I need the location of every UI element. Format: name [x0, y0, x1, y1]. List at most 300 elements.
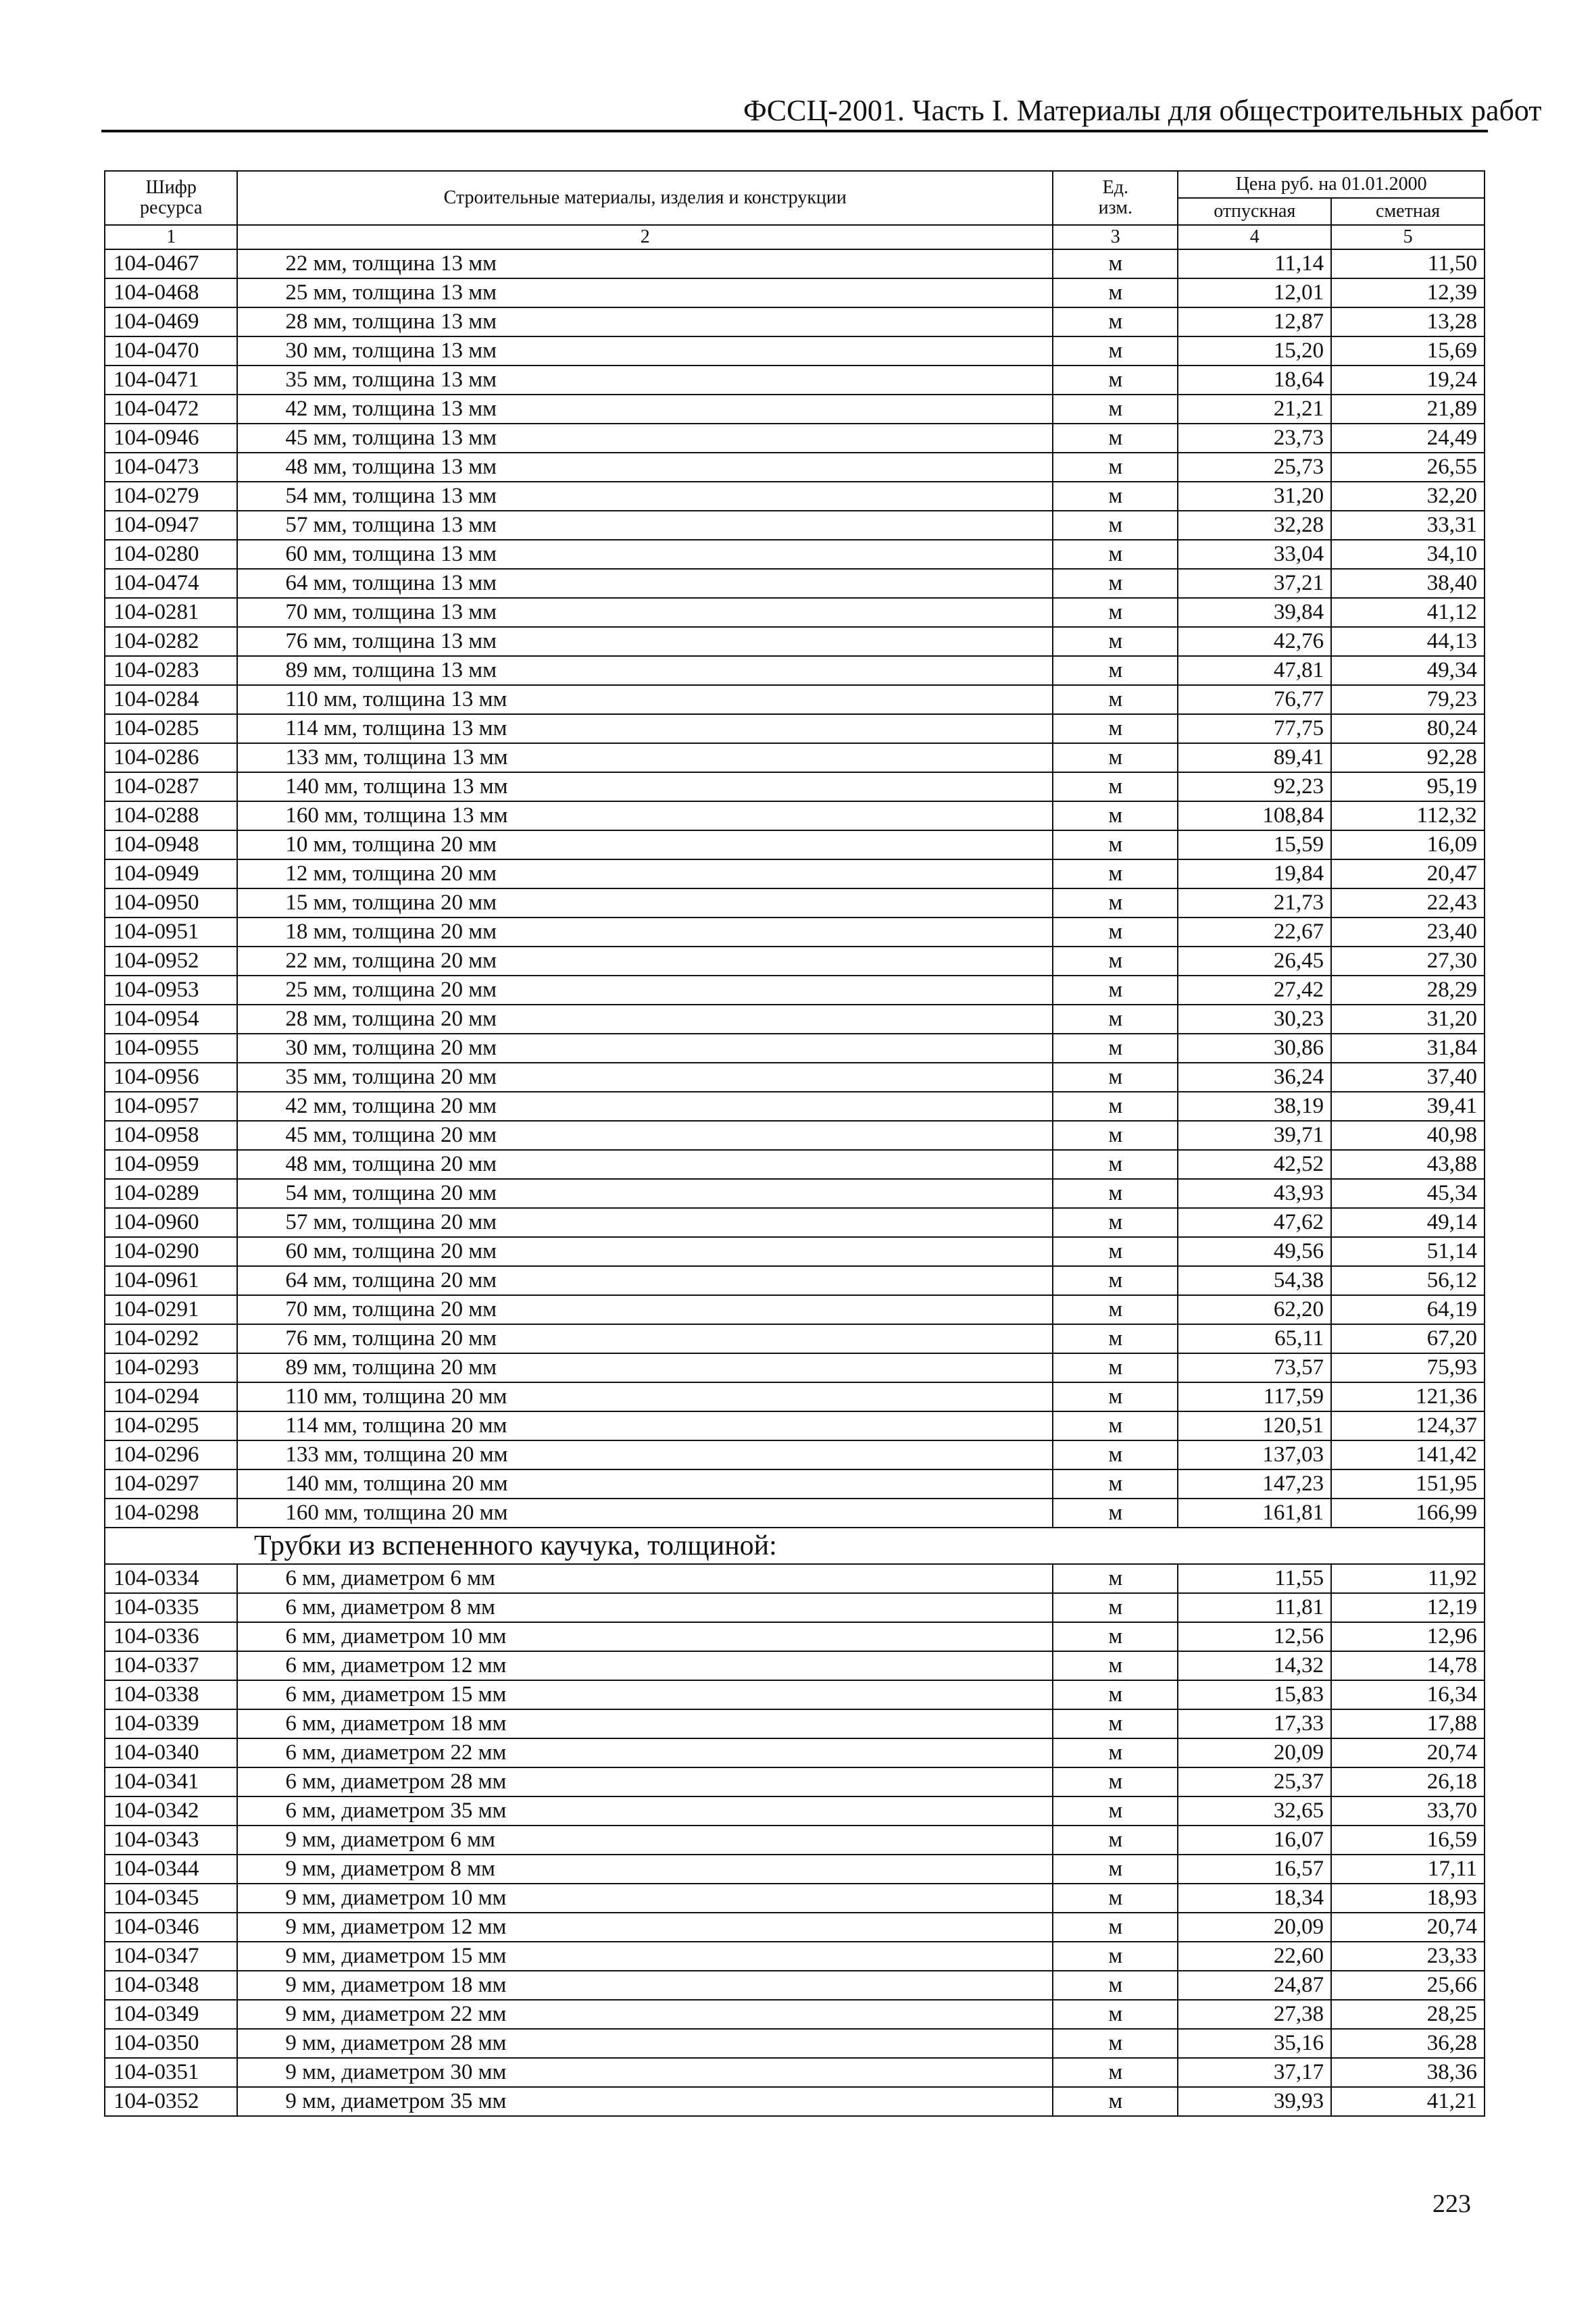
unit: м: [1053, 278, 1178, 307]
unit: м: [1053, 947, 1178, 976]
item-description: 22 мм, толщина 13 мм: [237, 249, 1053, 278]
unit: м: [1053, 1063, 1178, 1092]
item-description: 9 мм, диаметром 10 мм: [237, 1884, 1053, 1913]
price-release: 18,64: [1178, 366, 1331, 395]
resource-code: 104-0947: [105, 511, 237, 540]
item-description: 9 мм, диаметром 8 мм: [237, 1855, 1053, 1884]
unit: м: [1053, 772, 1178, 801]
page-header-title: ФССЦ-2001. Часть I. Материалы для общестроительных работ: [743, 94, 1542, 127]
unit: м: [1053, 2000, 1178, 2029]
item-description: 28 мм, толщина 13 мм: [237, 307, 1053, 336]
item-description: 25 мм, толщина 20 мм: [237, 976, 1053, 1005]
price-estimate: 40,98: [1331, 1121, 1485, 1150]
item-description: 76 мм, толщина 13 мм: [237, 627, 1053, 656]
table-row: [105, 1237, 1485, 1266]
item-description: 64 мм, толщина 20 мм: [237, 1266, 1053, 1295]
price-release: 11,55: [1178, 1564, 1331, 1593]
item-description: 9 мм, диаметром 22 мм: [237, 2000, 1053, 2029]
table-row: [105, 1121, 1485, 1150]
price-release: 37,17: [1178, 2058, 1331, 2087]
resource-code: 104-0297: [105, 1469, 237, 1499]
item-description: 114 мм, толщина 13 мм: [237, 714, 1053, 743]
price-estimate: 26,55: [1331, 453, 1485, 482]
item-description: 60 мм, толщина 13 мм: [237, 540, 1053, 569]
table-row: [105, 888, 1485, 917]
header-price-group: Цена руб. на 01.01.2000: [1178, 171, 1485, 198]
table-row: [105, 1353, 1485, 1382]
price-release: 11,14: [1178, 249, 1331, 278]
unit: м: [1053, 1208, 1178, 1237]
column-number-row: [105, 225, 1485, 249]
price-release: 92,23: [1178, 772, 1331, 801]
price-estimate: 37,40: [1331, 1063, 1485, 1092]
table-row: [105, 278, 1485, 307]
unit: м: [1053, 743, 1178, 772]
price-release: 30,86: [1178, 1034, 1331, 1063]
item-description: 10 мм, толщина 20 мм: [237, 830, 1053, 859]
table-row: [105, 1680, 1485, 1709]
price-estimate: 12,96: [1331, 1622, 1485, 1651]
price-release: 47,62: [1178, 1208, 1331, 1237]
unit: м: [1053, 1593, 1178, 1622]
price-estimate: 16,59: [1331, 1826, 1485, 1855]
price-release: 21,73: [1178, 888, 1331, 917]
price-estimate: 56,12: [1331, 1266, 1485, 1295]
item-description: 9 мм, диаметром 15 мм: [237, 1942, 1053, 1971]
item-description: 54 мм, толщина 20 мм: [237, 1179, 1053, 1208]
header-price-estimate: сметная: [1331, 198, 1485, 225]
unit: м: [1053, 1826, 1178, 1855]
price-estimate: 79,23: [1331, 685, 1485, 714]
unit: м: [1053, 859, 1178, 888]
table-row: [105, 395, 1485, 424]
price-estimate: 39,41: [1331, 1092, 1485, 1121]
resource-code: 104-0287: [105, 772, 237, 801]
resource-code: 104-0291: [105, 1295, 237, 1324]
price-release: 43,93: [1178, 1179, 1331, 1208]
resource-code: 104-0957: [105, 1092, 237, 1121]
resource-code: 104-0295: [105, 1411, 237, 1440]
resource-code: 104-0474: [105, 569, 237, 598]
price-release: 137,03: [1178, 1440, 1331, 1469]
unit: м: [1053, 1237, 1178, 1266]
unit: м: [1053, 1767, 1178, 1796]
price-release: 31,20: [1178, 482, 1331, 511]
item-description: 45 мм, толщина 20 мм: [237, 1121, 1053, 1150]
unit: м: [1053, 2058, 1178, 2087]
table-row: [105, 859, 1485, 888]
price-estimate: 20,74: [1331, 1913, 1485, 1942]
price-release: 16,07: [1178, 1826, 1331, 1855]
price-estimate: 31,20: [1331, 1005, 1485, 1034]
unit: м: [1053, 366, 1178, 395]
table-row: [105, 917, 1485, 947]
unit: м: [1053, 511, 1178, 540]
item-description: 89 мм, толщина 13 мм: [237, 656, 1053, 685]
item-description: 45 мм, толщина 13 мм: [237, 424, 1053, 453]
table-row: [105, 598, 1485, 627]
item-description: 9 мм, диаметром 12 мм: [237, 1913, 1053, 1942]
table-row: [105, 2000, 1485, 2029]
unit: м: [1053, 1651, 1178, 1680]
table-row: [105, 830, 1485, 859]
item-description: 110 мм, толщина 13 мм: [237, 685, 1053, 714]
table-row: [105, 1469, 1485, 1499]
resource-code: 104-0335: [105, 1593, 237, 1622]
unit: м: [1053, 1469, 1178, 1499]
price-release: 49,56: [1178, 1237, 1331, 1266]
table-row: [105, 1063, 1485, 1092]
item-description: 6 мм, диаметром 22 мм: [237, 1738, 1053, 1767]
price-estimate: 17,11: [1331, 1855, 1485, 1884]
price-estimate: 32,20: [1331, 482, 1485, 511]
price-release: 15,83: [1178, 1680, 1331, 1709]
price-estimate: 121,36: [1331, 1382, 1485, 1411]
price-release: 62,20: [1178, 1295, 1331, 1324]
table-row: [105, 366, 1485, 395]
table-row: [105, 1382, 1485, 1411]
page-number: 223: [1432, 2190, 1471, 2218]
item-description: 114 мм, толщина 20 мм: [237, 1411, 1053, 1440]
table-row: [105, 1411, 1485, 1440]
unit: м: [1053, 1353, 1178, 1382]
price-estimate: 49,34: [1331, 656, 1485, 685]
price-estimate: 23,33: [1331, 1942, 1485, 1971]
price-release: 65,11: [1178, 1324, 1331, 1353]
price-estimate: 67,20: [1331, 1324, 1485, 1353]
unit: м: [1053, 249, 1178, 278]
unit: м: [1053, 2029, 1178, 2058]
price-release: 147,23: [1178, 1469, 1331, 1499]
table-row: [105, 1266, 1485, 1295]
item-description: 133 мм, толщина 13 мм: [237, 743, 1053, 772]
table-row: [105, 1651, 1485, 1680]
unit: м: [1053, 307, 1178, 336]
resource-code: 104-0290: [105, 1237, 237, 1266]
unit: м: [1053, 482, 1178, 511]
table-row: [105, 1564, 1485, 1593]
price-release: 11,81: [1178, 1593, 1331, 1622]
price-estimate: 12,39: [1331, 278, 1485, 307]
table-row: [105, 336, 1485, 366]
table-row: [105, 685, 1485, 714]
table-row: [105, 1622, 1485, 1651]
resource-code: 104-0293: [105, 1353, 237, 1382]
unit: м: [1053, 1738, 1178, 1767]
table-row: [105, 1295, 1485, 1324]
item-description: 89 мм, толщина 20 мм: [237, 1353, 1053, 1382]
unit: м: [1053, 1971, 1178, 2000]
price-release: 25,73: [1178, 453, 1331, 482]
table-row: [105, 453, 1485, 482]
item-description: 110 мм, толщина 20 мм: [237, 1382, 1053, 1411]
price-estimate: 33,31: [1331, 511, 1485, 540]
unit: м: [1053, 1266, 1178, 1295]
unit: м: [1053, 1295, 1178, 1324]
column-number: 1: [105, 225, 237, 249]
table-row: [105, 2029, 1485, 2058]
item-description: 6 мм, диаметром 6 мм: [237, 1564, 1053, 1593]
price-release: 73,57: [1178, 1353, 1331, 1382]
column-number: 2: [237, 225, 1053, 249]
price-estimate: 15,69: [1331, 336, 1485, 366]
price-estimate: 18,93: [1331, 1884, 1485, 1913]
table-row: [105, 1709, 1485, 1738]
resource-code: 104-0959: [105, 1150, 237, 1179]
unit: м: [1053, 1913, 1178, 1942]
table-row: [105, 627, 1485, 656]
price-release: 20,09: [1178, 1913, 1331, 1942]
item-description: 140 мм, толщина 20 мм: [237, 1469, 1053, 1499]
price-estimate: 31,84: [1331, 1034, 1485, 1063]
price-release: 39,93: [1178, 2087, 1331, 2116]
price-release: 15,59: [1178, 830, 1331, 859]
unit: м: [1053, 1382, 1178, 1411]
unit: м: [1053, 336, 1178, 366]
table-row: [105, 1440, 1485, 1469]
column-number: 5: [1331, 225, 1485, 249]
resource-code: 104-0296: [105, 1440, 237, 1469]
price-release: 30,23: [1178, 1005, 1331, 1034]
price-estimate: 33,70: [1331, 1796, 1485, 1826]
price-table: [104, 170, 1485, 2117]
table-row: [105, 1767, 1485, 1796]
table-row: [105, 249, 1485, 278]
item-description: 6 мм, диаметром 12 мм: [237, 1651, 1053, 1680]
resource-code: 104-0961: [105, 1266, 237, 1295]
item-description: 9 мм, диаметром 30 мм: [237, 2058, 1053, 2087]
item-description: 76 мм, толщина 20 мм: [237, 1324, 1053, 1353]
resource-code: 104-0952: [105, 947, 237, 976]
header-unit: Ед. изм.: [1053, 171, 1178, 225]
resource-code: 104-0285: [105, 714, 237, 743]
price-estimate: 95,19: [1331, 772, 1485, 801]
item-description: 9 мм, диаметром 18 мм: [237, 1971, 1053, 2000]
item-description: 6 мм, диаметром 28 мм: [237, 1767, 1053, 1796]
item-description: 6 мм, диаметром 15 мм: [237, 1680, 1053, 1709]
price-release: 21,21: [1178, 395, 1331, 424]
resource-code: 104-0470: [105, 336, 237, 366]
price-estimate: 80,24: [1331, 714, 1485, 743]
price-estimate: 16,34: [1331, 1680, 1485, 1709]
unit: м: [1053, 2087, 1178, 2116]
price-release: 20,09: [1178, 1738, 1331, 1767]
price-estimate: 28,29: [1331, 976, 1485, 1005]
item-description: 42 мм, толщина 13 мм: [237, 395, 1053, 424]
price-release: 89,41: [1178, 743, 1331, 772]
price-estimate: 11,50: [1331, 249, 1485, 278]
price-estimate: 13,28: [1331, 307, 1485, 336]
price-release: 32,28: [1178, 511, 1331, 540]
unit: м: [1053, 598, 1178, 627]
resource-code: 104-0339: [105, 1709, 237, 1738]
price-release: 14,32: [1178, 1651, 1331, 1680]
price-estimate: 41,21: [1331, 2087, 1485, 2116]
resource-code: 104-0334: [105, 1564, 237, 1593]
price-release: 35,16: [1178, 2029, 1331, 2058]
price-estimate: 92,28: [1331, 743, 1485, 772]
item-description: 25 мм, толщина 13 мм: [237, 278, 1053, 307]
table-row: [105, 482, 1485, 511]
price-release: 120,51: [1178, 1411, 1331, 1440]
unit: м: [1053, 1411, 1178, 1440]
resource-code: 104-0951: [105, 917, 237, 947]
price-estimate: 11,92: [1331, 1564, 1485, 1593]
resource-code: 104-0352: [105, 2087, 237, 2116]
unit: м: [1053, 424, 1178, 453]
unit: м: [1053, 1855, 1178, 1884]
header-code: Шифр ресурса: [105, 171, 237, 225]
item-description: 9 мм, диаметром 35 мм: [237, 2087, 1053, 2116]
item-description: 15 мм, толщина 20 мм: [237, 888, 1053, 917]
price-estimate: 64,19: [1331, 1295, 1485, 1324]
resource-code: 104-0468: [105, 278, 237, 307]
unit: м: [1053, 395, 1178, 424]
price-release: 22,60: [1178, 1942, 1331, 1971]
unit: м: [1053, 1005, 1178, 1034]
price-estimate: 22,43: [1331, 888, 1485, 917]
price-estimate: 75,93: [1331, 1353, 1485, 1382]
table-row: [105, 1738, 1485, 1767]
table-row: [105, 1324, 1485, 1353]
table-row: [105, 511, 1485, 540]
table-row: [105, 1499, 1485, 1528]
price-estimate: 141,42: [1331, 1440, 1485, 1469]
resource-code: 104-0294: [105, 1382, 237, 1411]
resource-code: 104-0948: [105, 830, 237, 859]
table-row: [105, 1826, 1485, 1855]
item-description: 9 мм, диаметром 6 мм: [237, 1826, 1053, 1855]
item-description: 18 мм, толщина 20 мм: [237, 917, 1053, 947]
item-description: 160 мм, толщина 20 мм: [237, 1499, 1053, 1528]
resource-code: 104-0471: [105, 366, 237, 395]
price-estimate: 20,74: [1331, 1738, 1485, 1767]
resource-code: 104-0469: [105, 307, 237, 336]
section-heading-body: [105, 1528, 1485, 1564]
unit: м: [1053, 888, 1178, 917]
price-release: 27,38: [1178, 2000, 1331, 2029]
price-release: 161,81: [1178, 1499, 1331, 1528]
table-row: [105, 1796, 1485, 1826]
price-estimate: 38,36: [1331, 2058, 1485, 2087]
unit: м: [1053, 1034, 1178, 1063]
table-row: [105, 1005, 1485, 1034]
section-title: Трубки из вспененного каучука, толщиной:: [105, 1528, 1485, 1564]
resource-code: 104-0298: [105, 1499, 237, 1528]
unit: м: [1053, 830, 1178, 859]
price-estimate: 34,10: [1331, 540, 1485, 569]
table-row: [105, 1913, 1485, 1942]
item-description: 9 мм, диаметром 28 мм: [237, 2029, 1053, 2058]
table-row: [105, 976, 1485, 1005]
resource-code: 104-0279: [105, 482, 237, 511]
table-body-bottom: [105, 1564, 1485, 2116]
unit: м: [1053, 1942, 1178, 1971]
unit: м: [1053, 627, 1178, 656]
price-release: 18,34: [1178, 1884, 1331, 1913]
price-release: 12,56: [1178, 1622, 1331, 1651]
unit: м: [1053, 1092, 1178, 1121]
resource-code: 104-0472: [105, 395, 237, 424]
table-row: [105, 1942, 1485, 1971]
unit: м: [1053, 976, 1178, 1005]
unit: м: [1053, 1179, 1178, 1208]
resource-code: 104-0280: [105, 540, 237, 569]
price-release: 27,42: [1178, 976, 1331, 1005]
table-row: [105, 1971, 1485, 2000]
resource-code: 104-0336: [105, 1622, 237, 1651]
resource-code: 104-0473: [105, 453, 237, 482]
price-release: 42,76: [1178, 627, 1331, 656]
table-row: [105, 307, 1485, 336]
price-release: 77,75: [1178, 714, 1331, 743]
item-description: 48 мм, толщина 13 мм: [237, 453, 1053, 482]
table-row: [105, 947, 1485, 976]
price-release: 54,38: [1178, 1266, 1331, 1295]
unit: м: [1053, 714, 1178, 743]
resource-code: 104-0955: [105, 1034, 237, 1063]
resource-code: 104-0282: [105, 627, 237, 656]
price-release: 38,19: [1178, 1092, 1331, 1121]
price-release: 17,33: [1178, 1709, 1331, 1738]
price-release: 26,45: [1178, 947, 1331, 976]
price-release: 23,73: [1178, 424, 1331, 453]
unit: м: [1053, 1121, 1178, 1150]
item-description: 133 мм, толщина 20 мм: [237, 1440, 1053, 1469]
price-estimate: 43,88: [1331, 1150, 1485, 1179]
unit: м: [1053, 1680, 1178, 1709]
price-estimate: 26,18: [1331, 1767, 1485, 1796]
resource-code: 104-0960: [105, 1208, 237, 1237]
column-number: 3: [1053, 225, 1178, 249]
price-estimate: 19,24: [1331, 366, 1485, 395]
column-number: 4: [1178, 225, 1331, 249]
resource-code: 104-0344: [105, 1855, 237, 1884]
price-release: 76,77: [1178, 685, 1331, 714]
price-estimate: 23,40: [1331, 917, 1485, 947]
table-row: [105, 772, 1485, 801]
price-estimate: 27,30: [1331, 947, 1485, 976]
item-description: 22 мм, толщина 20 мм: [237, 947, 1053, 976]
item-description: 35 мм, толщина 20 мм: [237, 1063, 1053, 1092]
price-estimate: 17,88: [1331, 1709, 1485, 1738]
item-description: 60 мм, толщина 20 мм: [237, 1237, 1053, 1266]
price-estimate: 41,12: [1331, 598, 1485, 627]
table-row: [105, 1884, 1485, 1913]
unit: м: [1053, 453, 1178, 482]
price-estimate: 49,14: [1331, 1208, 1485, 1237]
price-release: 108,84: [1178, 801, 1331, 830]
resource-code: 104-0284: [105, 685, 237, 714]
resource-code: 104-0348: [105, 1971, 237, 2000]
item-description: 57 мм, толщина 20 мм: [237, 1208, 1053, 1237]
item-description: 6 мм, диаметром 35 мм: [237, 1796, 1053, 1826]
item-description: 57 мм, толщина 13 мм: [237, 511, 1053, 540]
unit: м: [1053, 1324, 1178, 1353]
table-row: [105, 714, 1485, 743]
price-release: 22,67: [1178, 917, 1331, 947]
resource-code: 104-0288: [105, 801, 237, 830]
table-row: [105, 1855, 1485, 1884]
price-release: 12,87: [1178, 307, 1331, 336]
table-row: [105, 1593, 1485, 1622]
table-row: [105, 1150, 1485, 1179]
price-release: 36,24: [1178, 1063, 1331, 1092]
resource-code: 104-0283: [105, 656, 237, 685]
unit: м: [1053, 1440, 1178, 1469]
item-description: 30 мм, толщина 20 мм: [237, 1034, 1053, 1063]
table-row: [105, 2058, 1485, 2087]
